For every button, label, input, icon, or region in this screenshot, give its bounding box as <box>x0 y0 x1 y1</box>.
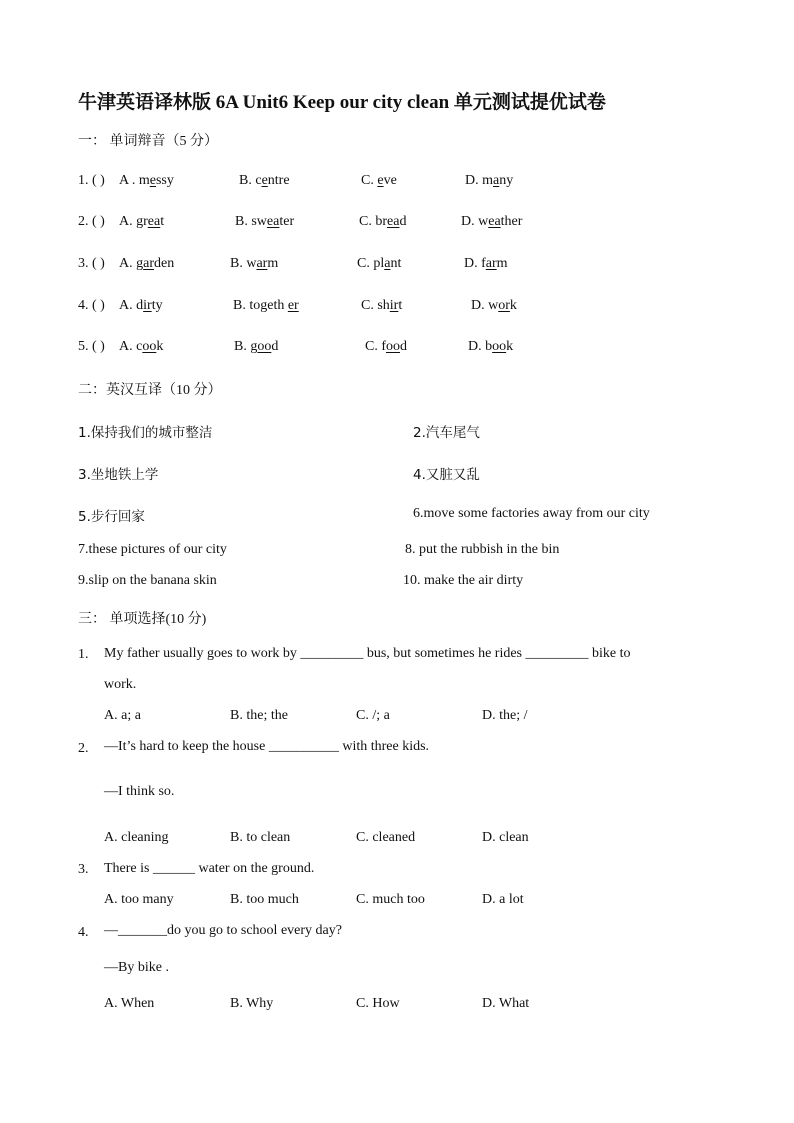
option-a: A. a; a <box>104 708 141 723</box>
underlined-letters: ar <box>143 256 155 271</box>
option-a <box>119 339 163 355</box>
option-text: m <box>496 256 508 271</box>
option-text: nt <box>390 256 402 271</box>
option-text: ssy <box>155 173 174 188</box>
option-text: C. <box>361 173 378 188</box>
option-a: A. When <box>104 996 155 1011</box>
underlined-letters: ea <box>266 214 280 229</box>
option-d <box>461 214 522 230</box>
option-text: B. w <box>230 256 257 271</box>
option-text: t <box>398 298 403 313</box>
option-a <box>119 256 174 272</box>
option-text: k <box>506 339 514 354</box>
question-number: 3. ( ) <box>78 256 105 271</box>
translation-item-6: 6.move some factories away from our city <box>413 506 650 521</box>
underlined-letters: e <box>261 173 268 188</box>
underlined-letters: ea <box>488 214 501 229</box>
underlined-letters: ir <box>143 298 152 313</box>
translation-item-1: 1.保持我们的城市整洁 <box>78 425 213 441</box>
translation-item-4: 4.又脏又乱 <box>413 467 480 483</box>
option-text: ther <box>500 214 523 229</box>
option-b <box>233 298 299 314</box>
question-text-cont: —I think so. <box>104 784 175 799</box>
underlined-letters: ar <box>485 256 497 271</box>
underlined-letters: ir <box>389 298 399 313</box>
option-text: B. sw <box>235 214 267 229</box>
question-text: My father usually goes to work by _________ bus, but sometimes he rides _________ bike to <box>104 646 631 661</box>
question-number: 1. <box>78 647 89 662</box>
question-text-cont: —By bike . <box>104 960 169 975</box>
option-text: d <box>399 214 407 229</box>
option-c: C. How <box>356 996 400 1011</box>
option-text: A. d <box>119 298 144 313</box>
option-a: A. too many <box>104 892 174 907</box>
option-text: t <box>160 214 165 229</box>
option-c <box>361 298 402 314</box>
option-d: D. the; / <box>482 708 528 723</box>
page-title: 牛津英语译林版 6A Unit6 Keep our city clean 单元测试提优试卷 <box>78 92 606 113</box>
underlined-letters: er <box>287 298 299 313</box>
option-a <box>119 173 174 189</box>
question-number: 2. <box>78 741 89 756</box>
option-text: ve <box>383 173 397 188</box>
question-number: 3. <box>78 862 89 877</box>
option-b <box>235 214 294 230</box>
option-b <box>239 173 290 189</box>
underlined-letters: ar <box>256 256 268 271</box>
option-text: C. br <box>359 214 387 229</box>
option-b: B. too much <box>230 892 299 907</box>
option-text: den <box>154 256 175 271</box>
option-text: A. c <box>119 339 143 354</box>
option-d: D. a lot <box>482 892 524 907</box>
option-text: D. b <box>468 339 493 354</box>
option-text: d <box>400 339 407 354</box>
option-text: C. pl <box>357 256 385 271</box>
option-text: A. gr <box>119 214 148 229</box>
question-text: —It’s hard to keep the house __________ with three kids. <box>104 739 430 754</box>
question-number: 4. ( ) <box>78 298 105 313</box>
translation-item-5: 5.步行回家 <box>78 509 145 525</box>
option-d <box>464 256 508 272</box>
question-number: 1. ( ) <box>78 173 105 188</box>
option-c: C. much too <box>356 892 425 907</box>
question-number: 2. ( ) <box>78 214 105 229</box>
option-d: D. What <box>482 996 530 1011</box>
underlined-letters: oo <box>142 339 157 354</box>
underlined-letters: e <box>377 173 384 188</box>
option-text: m <box>267 256 279 271</box>
option-text: ty <box>151 298 163 313</box>
question-text: —_______do you go to school every day? <box>104 923 342 938</box>
translation-item-9: 9.slip on the banana skin <box>78 573 217 588</box>
section-1-heading: 一： 单词辩音（5 分） <box>78 134 218 149</box>
option-d <box>471 298 517 314</box>
option-text: D. w <box>471 298 499 313</box>
option-d <box>465 173 513 189</box>
option-text: k <box>509 298 517 313</box>
question-text-cont: work. <box>104 677 137 692</box>
translation-item-8: 8. put the rubbish in the bin <box>405 542 560 557</box>
option-text: C. sh <box>361 298 390 313</box>
option-d <box>468 339 513 355</box>
underlined-letters: a <box>493 173 500 188</box>
option-text: D. m <box>465 173 493 188</box>
option-b: B. the; the <box>230 708 288 723</box>
option-text: D. w <box>461 214 489 229</box>
option-b: B. to clean <box>230 830 291 845</box>
option-b <box>230 256 278 272</box>
option-text: B. togeth <box>233 298 288 313</box>
option-text: ny <box>499 173 514 188</box>
underlined-letters: ea <box>147 214 161 229</box>
option-c <box>357 256 401 272</box>
translation-item-2: 2.汽车尾气 <box>413 425 480 441</box>
option-text: d <box>271 339 279 354</box>
underlined-letters: oo <box>257 339 272 354</box>
underlined-letters: ea <box>387 214 400 229</box>
option-b: B. Why <box>230 996 274 1011</box>
question-number: 5. ( ) <box>78 339 105 354</box>
option-b <box>234 339 278 355</box>
option-c <box>359 214 406 230</box>
option-a <box>119 214 164 230</box>
option-text: k <box>156 339 164 354</box>
option-a: A. cleaning <box>104 830 169 845</box>
option-text: C. f <box>365 339 386 354</box>
section-3-heading: 三： 单项选择(10 分) <box>78 612 207 627</box>
translation-item-10: 10. make the air dirty <box>403 573 524 588</box>
underlined-letters: oo <box>386 339 400 354</box>
option-text: A . m <box>119 173 150 188</box>
option-text: A. g <box>119 256 144 271</box>
option-c <box>365 339 407 355</box>
section-2-heading: 二：英汉互译（10 分） <box>78 383 222 398</box>
option-text: ter <box>279 214 295 229</box>
option-c: C. /; a <box>356 708 390 723</box>
option-d: D. clean <box>482 830 529 845</box>
option-a <box>119 298 163 314</box>
question-number: 4. <box>78 925 89 940</box>
option-text: ntre <box>267 173 290 188</box>
option-text: B. c <box>239 173 262 188</box>
underlined-letters: oo <box>492 339 507 354</box>
underlined-letters: or <box>498 298 510 313</box>
option-text: D. f <box>464 256 486 271</box>
option-c <box>361 173 397 189</box>
option-c: C. cleaned <box>356 830 416 845</box>
question-text: There is ______ water on the ground. <box>104 861 315 876</box>
underlined-letters: a <box>384 256 391 271</box>
underlined-letters: e <box>149 173 156 188</box>
translation-item-7: 7.these pictures of our city <box>78 542 227 557</box>
translation-item-3: 3.坐地铁上学 <box>78 467 159 483</box>
option-text: B. g <box>234 339 258 354</box>
